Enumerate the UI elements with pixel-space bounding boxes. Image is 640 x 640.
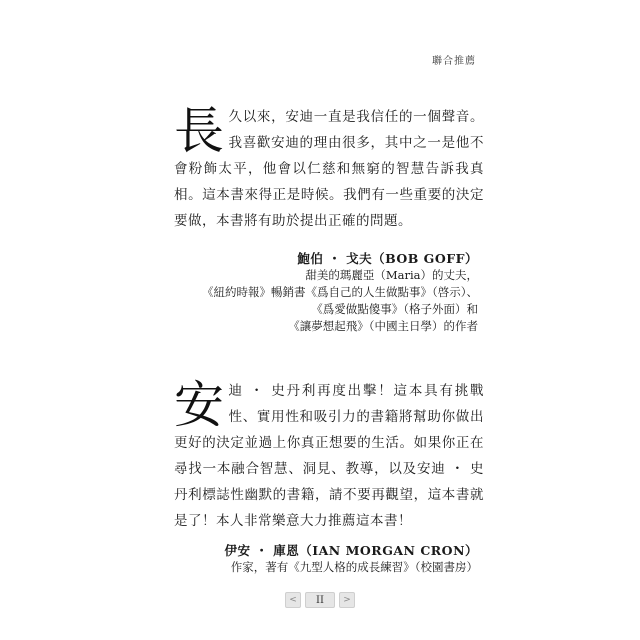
- prev-page-button[interactable]: <: [285, 592, 301, 608]
- quote-2-text: 迪 ・ 史丹利再度出擊！這本具有挑戰性、實用性和吸引力的書籍將幫助你做出更好的決定並過上你真正想要的生活。如果你正在尋找一本融合智慧、洞見、教導，以及安迪 ・ 史丹利標誌性幽默的書籍，請不要再觀望，這本書就是了！本人非常樂意大力推薦這本書！: [174, 383, 484, 529]
- quote-2: [174, 378, 484, 534]
- attribution-1-line: 《紐約時報》暢銷書《爲自己的人生做點事》（啓示）、: [202, 285, 478, 299]
- next-page-button[interactable]: >: [339, 592, 355, 608]
- attribution-1-name: 鮑伯 ・ 戈夫（BOB GOFF）: [297, 251, 478, 266]
- attribution-1: [202, 250, 478, 335]
- attribution-2-line: 作家，著有《九型人格的成長練習》（校園書房）: [230, 560, 478, 574]
- quote-1: [174, 104, 484, 234]
- attribution-2-name: 伊安 ・ 庫恩（IAN MORGAN CRON）: [224, 543, 478, 558]
- pagination: [285, 592, 355, 608]
- current-page-indicator: II: [305, 592, 335, 608]
- attribution-1-line: 甜美的瑪麗亞（Maria）的丈夫，: [305, 268, 478, 282]
- dropcap-2: 安: [174, 376, 225, 434]
- quote-1-text: 久以來，安迪一直是我信任的一個聲音。我喜歡安迪的理由很多，其中之一是他不會粉飾太平，他會以仁慈和無窮的智慧告訴我真相。這本書來得正是時候。我們有一些重要的決定要做，本書將有助於提出正確的問題。: [174, 109, 484, 229]
- page-header: 聯合推薦: [432, 56, 476, 67]
- attribution-2: [225, 542, 478, 576]
- attribution-1-line: 《爲愛做點傻事》（格子外面）和: [311, 302, 478, 316]
- attribution-1-line: 《讓夢想起飛》（中國主日學）的作者: [288, 319, 478, 333]
- dropcap-1: 長: [174, 102, 225, 160]
